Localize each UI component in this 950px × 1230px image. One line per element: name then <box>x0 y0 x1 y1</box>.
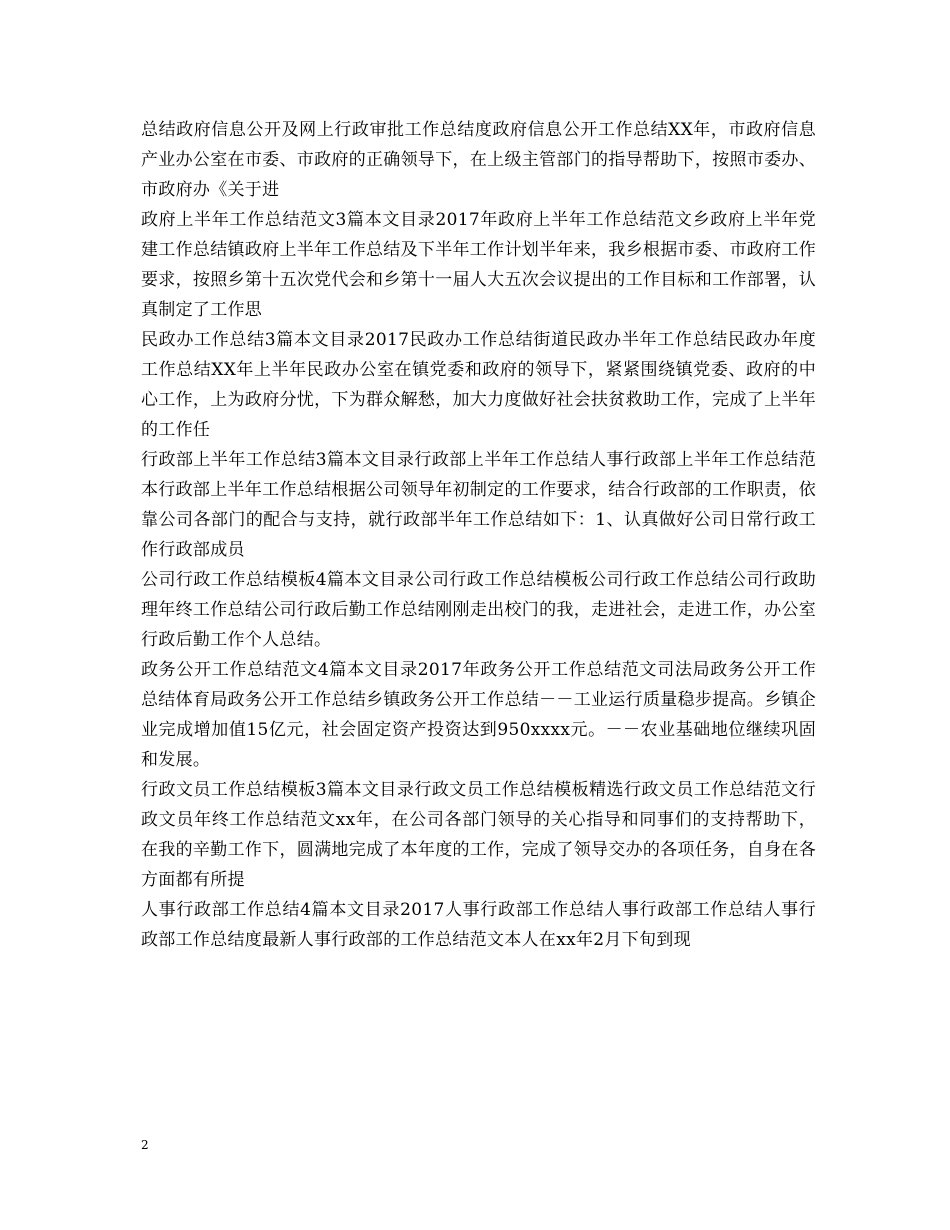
paragraph-government-info: 总结政府信息公开及网上行政审批工作总结度政府信息公开工作总结XX年，市政府信息产业办公室在市委、市政府的正确领导下，在上级主管部门的指导帮助下，按照市委办、市政府办《关于进 <box>141 120 816 200</box>
paragraph-government-affairs: 政务公开工作总结范文4篇本文目录2017年政务公开工作总结范文司法局政务公开工作总结体育局政务公开工作总结乡镇政务公开工作总结－－工业运行质量稳步提高。乡镇企业完成增加值15亿元，社会固定资产投资达到950xxxx元。－－农业基础地位继续巩固和发展。 <box>141 660 816 770</box>
paragraph-hr-admin: 人事行政部工作总结4篇本文目录2017人事行政部工作总结人事行政部工作总结人事行政部工作总结度最新人事行政部的工作总结范文本人在xx年2月下旬到现 <box>141 900 816 950</box>
paragraph-admin-department: 行政部上半年工作总结3篇本文目录行政部上半年工作总结人事行政部上半年工作总结范本行政部上半年工作总结根据公司领导年初制定的工作要求，结合行政部的工作职责，依靠公司各部门的配合与支持，就行政部半年工作总结如下：1、认真做好公司日常行政工作行政部成员 <box>141 450 816 560</box>
page-body <box>141 115 816 955</box>
paragraph-company-admin: 公司行政工作总结模板4篇本文目录公司行政工作总结模板公司行政工作总结公司行政助理年终工作总结公司行政后勤工作总结刚刚走出校门的我，走进社会，走进工作，办公室行政后勤工作个人总结。 <box>141 570 816 650</box>
paragraph-admin-clerk: 行政文员工作总结模板3篇本文目录行政文员工作总结模板精选行政文员工作总结范文行政文员年终工作总结范文xx年，在公司各部门领导的关心指导和同事们的支持帮助下，在我的辛勤工作下，圆满地完成了本年度的工作，完成了领导交办的各项任务，自身在各方面都有所提 <box>141 780 816 890</box>
paragraph-civil-affairs: 民政办工作总结3篇本文目录2017民政办工作总结街道民政办半年工作总结民政办年度工作总结XX年上半年民政办公室在镇党委和政府的领导下，紧紧围绕镇党委、政府的中心工作，上为政府分忧，下为群众解愁，加大力度做好社会扶贫救助工作，完成了上半年的工作任 <box>141 330 816 440</box>
paragraph-government-half-year: 政府上半年工作总结范文3篇本文目录2017年政府上半年工作总结范文乡政府上半年党建工作总结镇政府上半年工作总结及下半年工作计划半年来，我乡根据市委、市政府工作要求，按照乡第十五次党代会和乡第十一届人大五次会议提出的工作目标和工作部署，认真制定了工作思 <box>141 210 816 320</box>
page-number: 2 <box>141 1138 149 1152</box>
